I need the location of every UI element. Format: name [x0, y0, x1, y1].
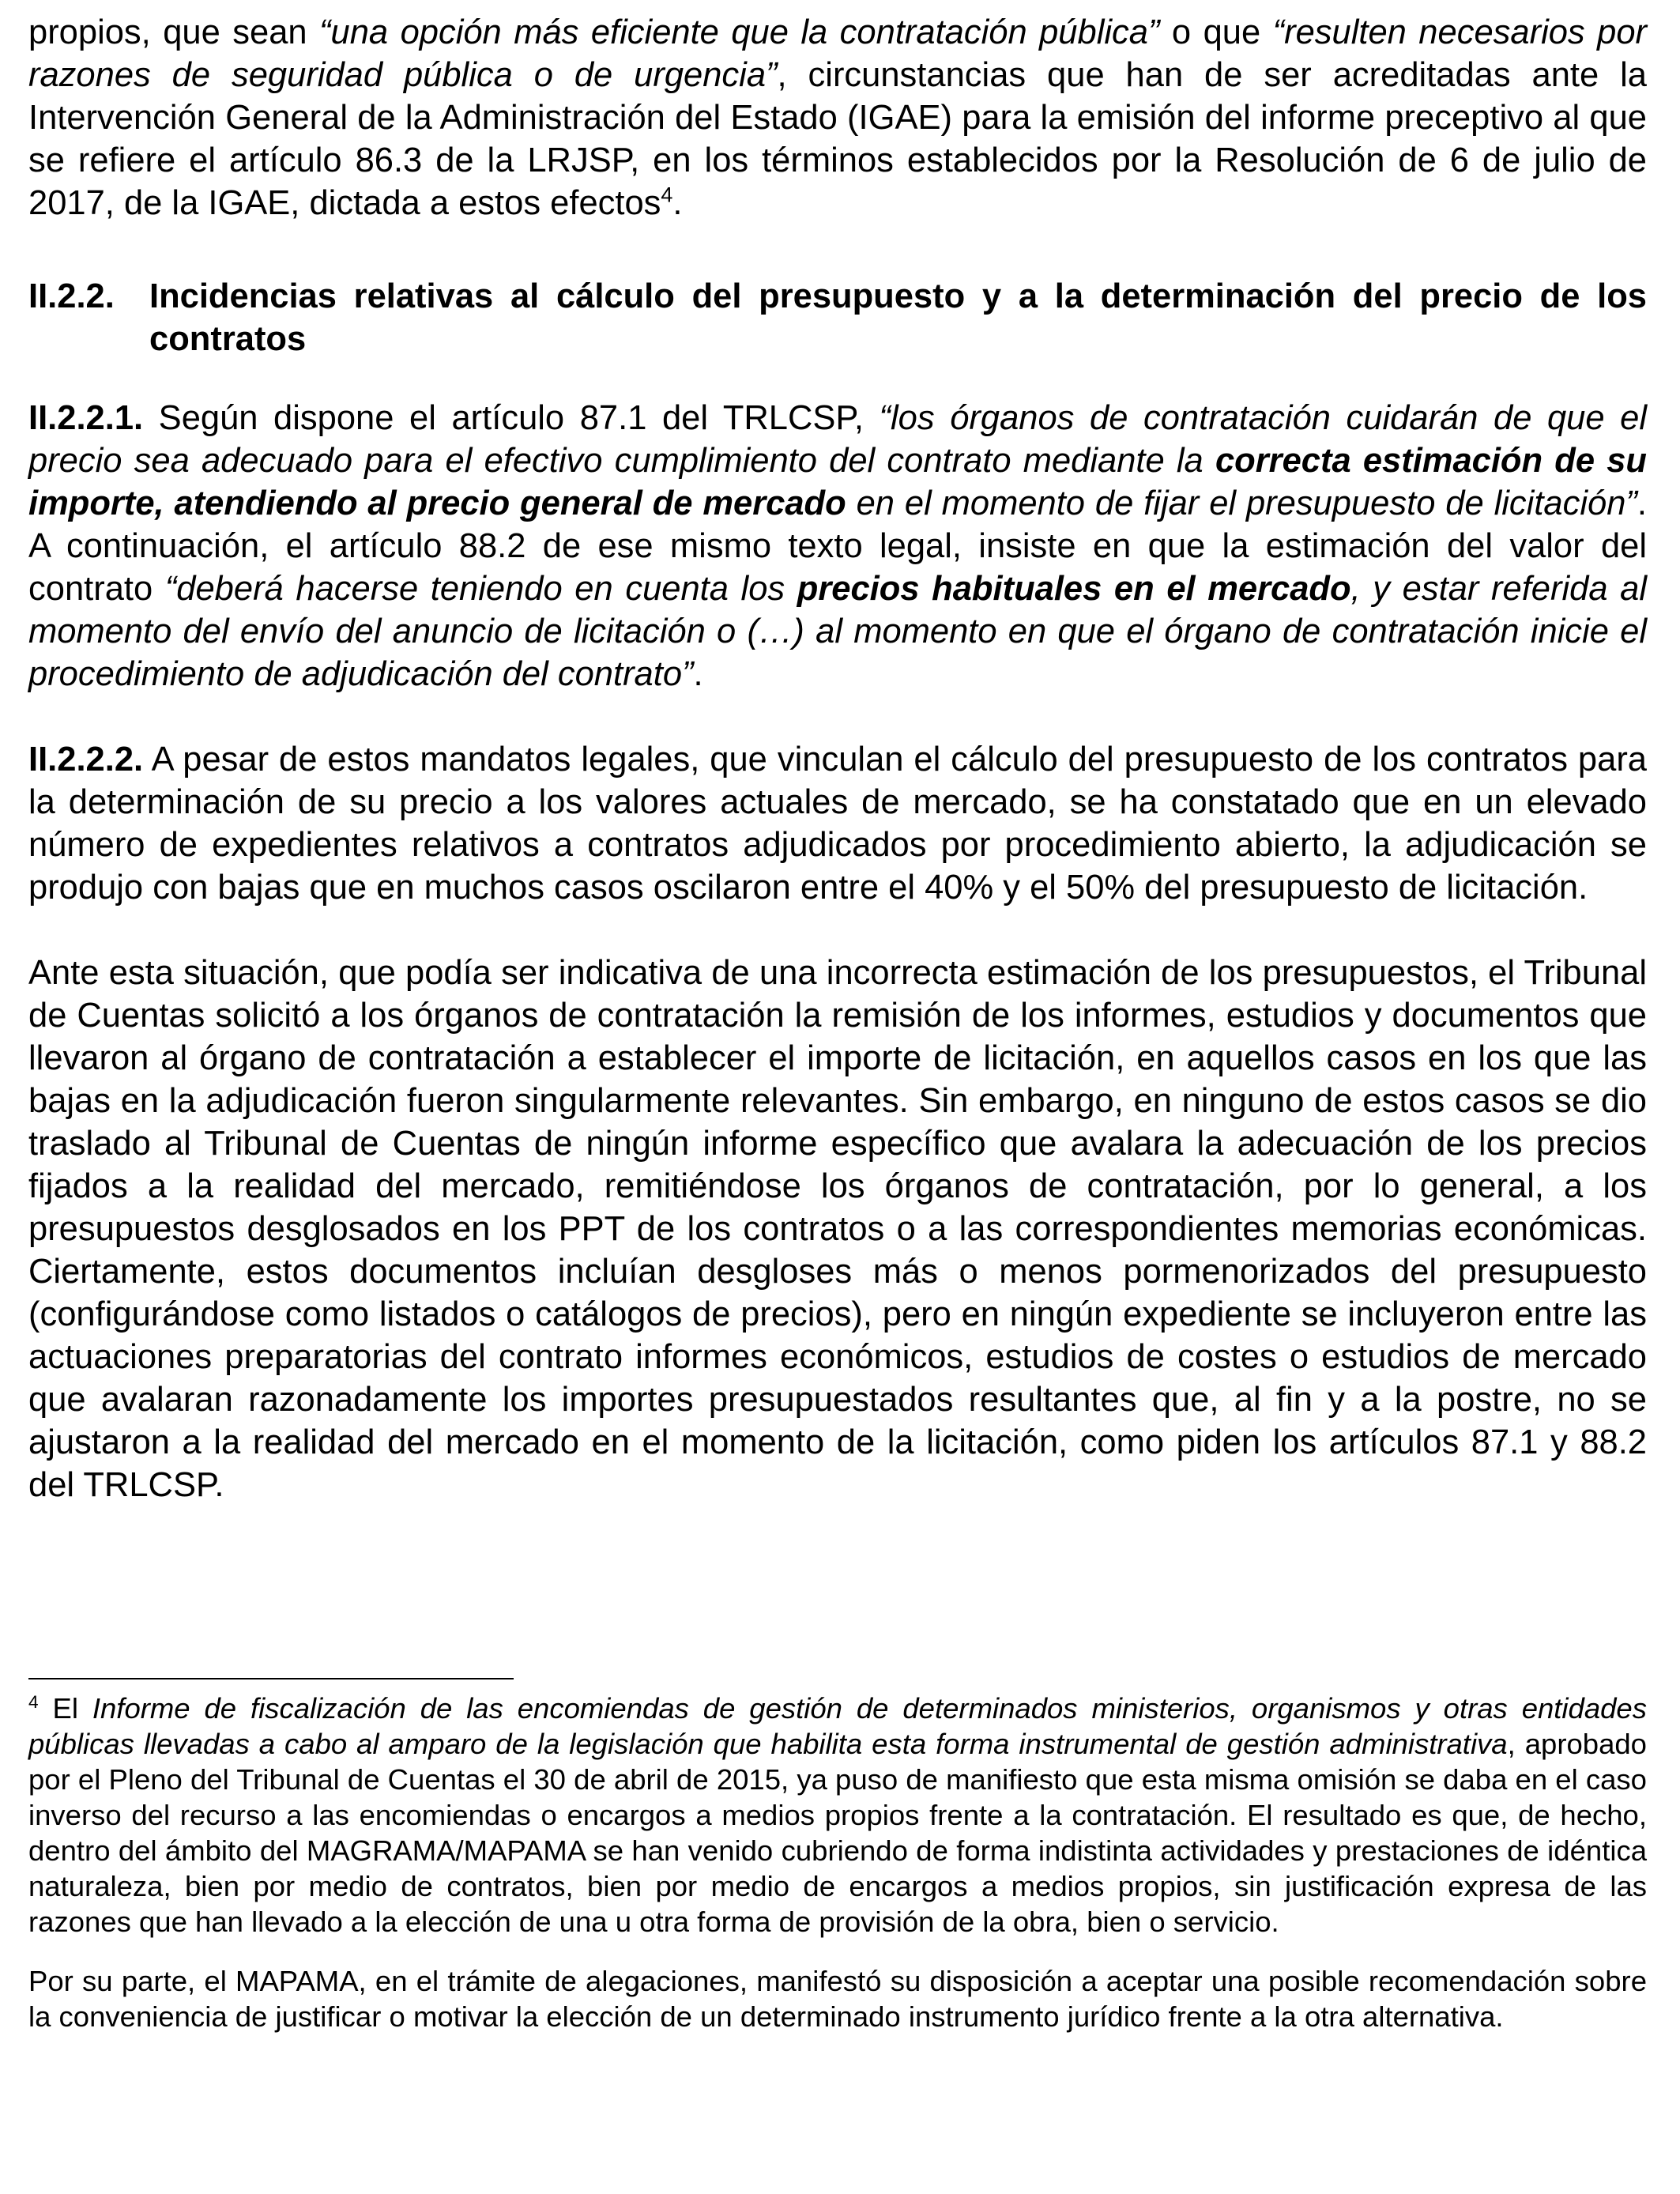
footnote-area	[28, 1691, 1647, 2034]
footnote-number: 4	[28, 1691, 39, 1712]
emphasis-run: correcta estimación de su importe, atendiendo al precio general de mercado	[28, 442, 1647, 522]
text-run: .	[693, 655, 703, 693]
footnote-4-continued: Por su parte, el MAPAMA, en el trámite de alegaciones, manifestó su disposición a aceptar una posible recomendación sobre la conveniencia de justificar o motivar la elección de un determinado instrumento jurídico frente a la otra alternativa.	[28, 1965, 1647, 2033]
intro-paragraph	[28, 11, 1647, 224]
document-page	[28, 11, 1647, 1506]
quote-run: , y estar referida al momento del envío del anuncio de licitación o (…) al momento en que el órgano de contratación inicie el procedimiento de adjudicación del contrato”	[28, 570, 1647, 693]
emphasis-run: precios habituales en el mercado	[797, 570, 1351, 608]
quote-run: “deberá hacerse teniendo en cuenta los	[164, 570, 797, 608]
footnote-ref: 4	[661, 183, 673, 207]
quote-2: “resulten necesarios por razones de seguridad pública o de urgencia”	[28, 13, 1648, 94]
text-run: .	[672, 184, 683, 222]
text-run: propios, que sean	[28, 13, 320, 51]
text-run: Según dispone el artículo 87.1 del TRLCSP,	[143, 399, 880, 437]
text-run: A pesar de estos mandatos legales, que vinculan el cálculo del presupuesto de los contratos para la determinación de su precio a los valores actuales de mercado, se ha constatado que en un elevado número de expedientes relativos a contratos adjudicados por procedimiento abierto, la adjudicación se produjo con bajas que en muchos casos oscilaron entre el 40% y el 50% del presupuesto de licitación.	[28, 741, 1647, 907]
footnote-4	[28, 1691, 1647, 1940]
text-run: , circunstancias que han de ser acreditadas ante la Intervención General de la Administración del Estado (IGAE) para la emisión del informe preceptivo al que se refiere el artículo 86.3 de la LRJSP, en los términos establecidos por la Resolución de 6 de julio de 2017, de la IGAE, dictada a estos efectos	[28, 56, 1647, 222]
text-run: El	[38, 1692, 92, 1725]
section-heading	[28, 275, 1647, 360]
text-run: o que	[1159, 13, 1273, 51]
paragraph-2-2-1	[28, 397, 1647, 696]
quote-run: en el momento de fijar el presupuesto de licitación”	[846, 484, 1637, 522]
report-title: Informe de fiscalización de las encomiendas de gestión de determinados ministerios, organismos y otras entidades públicas llevadas a cabo al amparo de la legislación que habilita esta forma instrumental de gestión administrativa	[28, 1692, 1647, 1760]
text-run: , aprobado por el Pleno del Tribunal de Cuentas el 30 de abril de 2015, ya puso de manifiesto que esta misma omisión se daba en el caso inverso del recurso a las encomiendas o encargos a medios propios frente a la contratación. El resultado es que, de hecho, dentro del ámbito del MAGRAMA/MAPAMA se han venido cubriendo de forma indistinta actividades y prestaciones de idéntica naturaleza, bien por medio de contratos, bien por medio de encargos a medios propios, sin justificación expresa de las razones que han llevado a la elección de una u otra forma de provisión de la obra, bien o servicio.	[28, 1728, 1647, 1938]
section-title: Incidencias relativas al cálculo del presupuesto y a la determinación del precio de los contratos	[149, 277, 1647, 358]
section-number: II.2.2.	[28, 277, 115, 315]
paragraph-ante: Ante esta situación, que podía ser indicativa de una incorrecta estimación de los presupuestos, el Tribunal de Cuentas solicitó a los órganos de contratación la remisión de los informes, estudios y documentos que llevaron al órgano de contratación a establecer el importe de licitación, en aquellos casos en los que las bajas en la adjudicación fueron singularmente relevantes. Sin embargo, en ninguno de estos casos se dio traslado al Tribunal de Cuentas de ningún informe específico que avalara la adecuación de los precios fijados a la realidad del mercado, remitiéndose los órganos de contratación, por lo general, a los presupuestos desglosados en los PPT de los contratos o a las correspondientes memorias económicas. Ciertamente, estos documentos incluían desgloses más o menos pormenorizados del presupuesto (configurándose como listados o catálogos de precios), pero en ningún expediente se incluyeron entre las actuaciones preparatorias del contrato informes económicos, estudios de costes o estudios de mercado que avalaran razonadamente los importes presupuestados resultantes que, al fin y a la postre, no se ajustaron a la realidad del mercado en el momento de la licitación, como piden los artículos 87.1 y 88.2 del TRLCSP.	[28, 954, 1647, 1504]
footnote-separator	[28, 1678, 514, 1679]
paragraph-number: II.2.2.2.	[28, 741, 144, 778]
text-run: . A continuación, el artículo 88.2 de ese mismo texto legal, insiste en que la estimación del valor del contrato	[28, 484, 1647, 608]
quote-run: “los órganos de contratación cuidarán de que el precio sea adecuado para el efectivo cumplimiento del contrato mediante la	[28, 399, 1648, 480]
paragraph-2-2-2	[28, 738, 1647, 909]
quote-1: “una opción más eficiente que la contratación pública”	[319, 13, 1160, 51]
paragraph-number: II.2.2.1.	[28, 399, 144, 437]
